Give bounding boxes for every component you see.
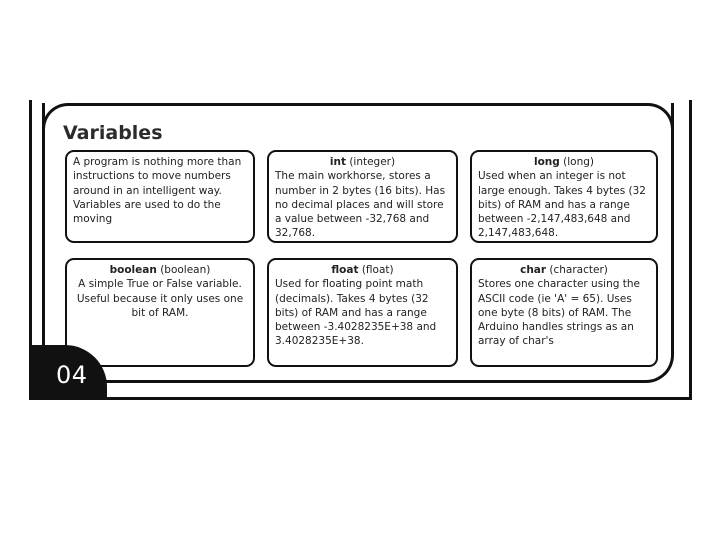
int-box bbox=[267, 150, 458, 243]
int-paren: (integer) bbox=[349, 156, 396, 168]
char-paren: (character) bbox=[549, 264, 608, 276]
long-paren: (long) bbox=[563, 156, 594, 168]
int-text: The main workhorse, stores a number in 2 bytes (16 bits). Has no decimal places and will store a value between -32,768 and 32,768. bbox=[275, 170, 446, 240]
long-text: Used when an integer is not large enough. Takes 4 bytes (32 bits) of RAM and has a range between -2,147,483,648 and 2,147,483,648. bbox=[478, 170, 646, 240]
int-heading bbox=[275, 155, 450, 169]
intro-box bbox=[65, 150, 255, 243]
float-text: Used for floating point math (decimals). Takes 4 bytes (32 bits) of RAM and has a range between -3.4028235E+38 and 3.4028235E+38. bbox=[275, 278, 437, 348]
boolean-name: boolean bbox=[109, 264, 157, 276]
float-name: float bbox=[331, 264, 359, 276]
page-number: 04 bbox=[56, 361, 88, 389]
float-paren: (float) bbox=[361, 264, 394, 276]
boolean-text: A simple True or False variable. Useful because it only uses one bit of RAM. bbox=[76, 278, 244, 319]
long-box bbox=[470, 150, 658, 243]
char-heading bbox=[478, 263, 650, 277]
section-title: Variables bbox=[63, 122, 163, 144]
long-heading bbox=[478, 155, 650, 169]
float-box bbox=[267, 258, 458, 367]
char-box bbox=[470, 258, 658, 367]
float-heading bbox=[275, 263, 450, 277]
intro-text: A program is nothing more than instructions to move numbers around in an intelligent way. Variables are used to do the moving bbox=[73, 156, 242, 226]
char-text: Stores one character using the ASCII code (ie 'A' = 65). Uses one byte (8 bits) of RAM. The Arduino handles strings as an array of char's bbox=[478, 278, 640, 348]
int-name: int bbox=[329, 156, 346, 168]
long-name: long bbox=[533, 156, 560, 168]
char-name: char bbox=[520, 264, 547, 276]
boolean-box bbox=[65, 258, 255, 367]
boolean-paren: (boolean) bbox=[160, 264, 211, 276]
boolean-heading bbox=[73, 263, 247, 277]
